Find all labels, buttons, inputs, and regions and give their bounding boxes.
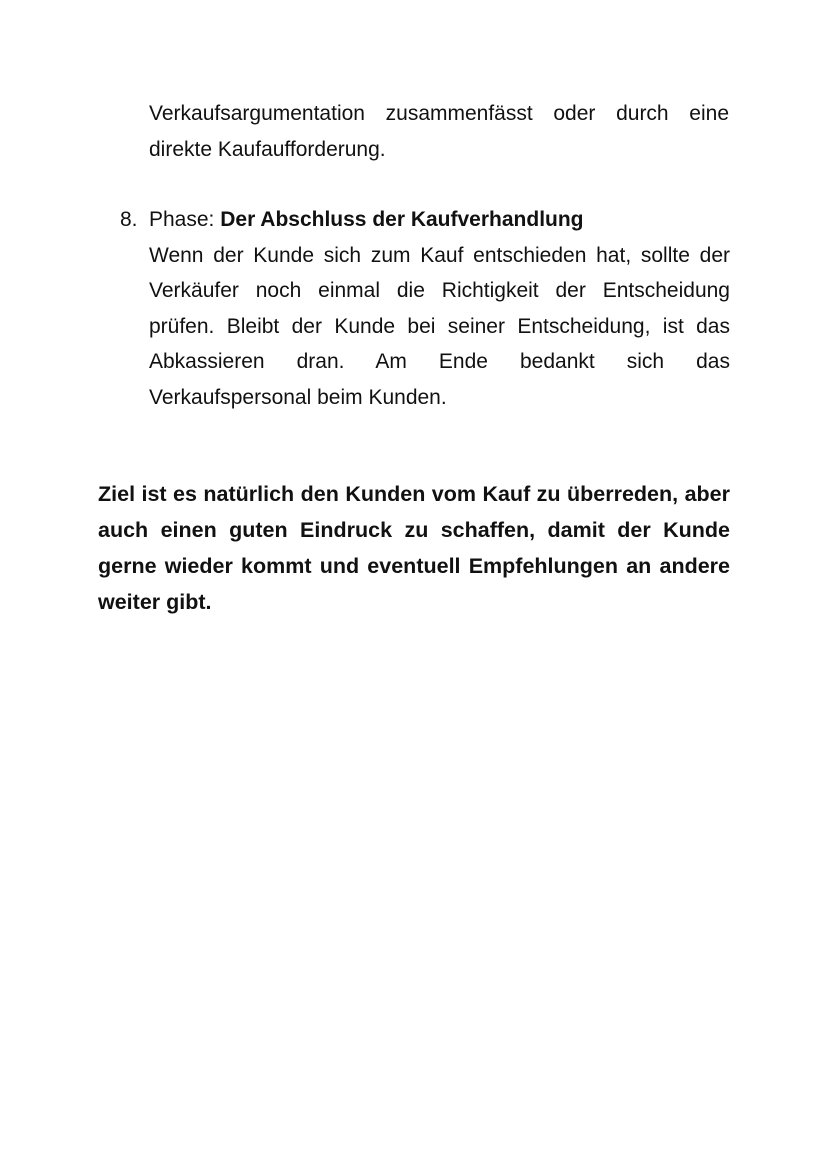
phase-label: Phase: <box>149 208 221 231</box>
phase-body-paragraph: Wenn der Kunde sich zum Kauf entschieden hat, sollte der Verkäufer noch einmal die Richtigkeit der Entscheidung prüfen. Bleibt der Kunde bei seiner Entscheidung, ist das Abkassieren dran. Am Ende bedankt sich das Verkaufspersonal beim Kunden. <box>149 243 730 409</box>
conclusion-paragraph: Ziel ist es natürlich den Kunden vom Kauf zu überreden, aber auch einen guten Eindruck zu schaffen, damit der Kunde gerne wieder kommt und eventuell Empfehlungen an andere weiter gibt. <box>98 482 730 614</box>
phase-heading <box>149 202 584 238</box>
continuation-paragraph: Verkaufsargumentation zusammenfässt oder durch eine direkte Kaufaufforderung. <box>149 102 729 161</box>
list-number: 8. <box>120 208 138 231</box>
phase-title: Der Abschluss der Kaufverhandlung <box>220 208 584 231</box>
